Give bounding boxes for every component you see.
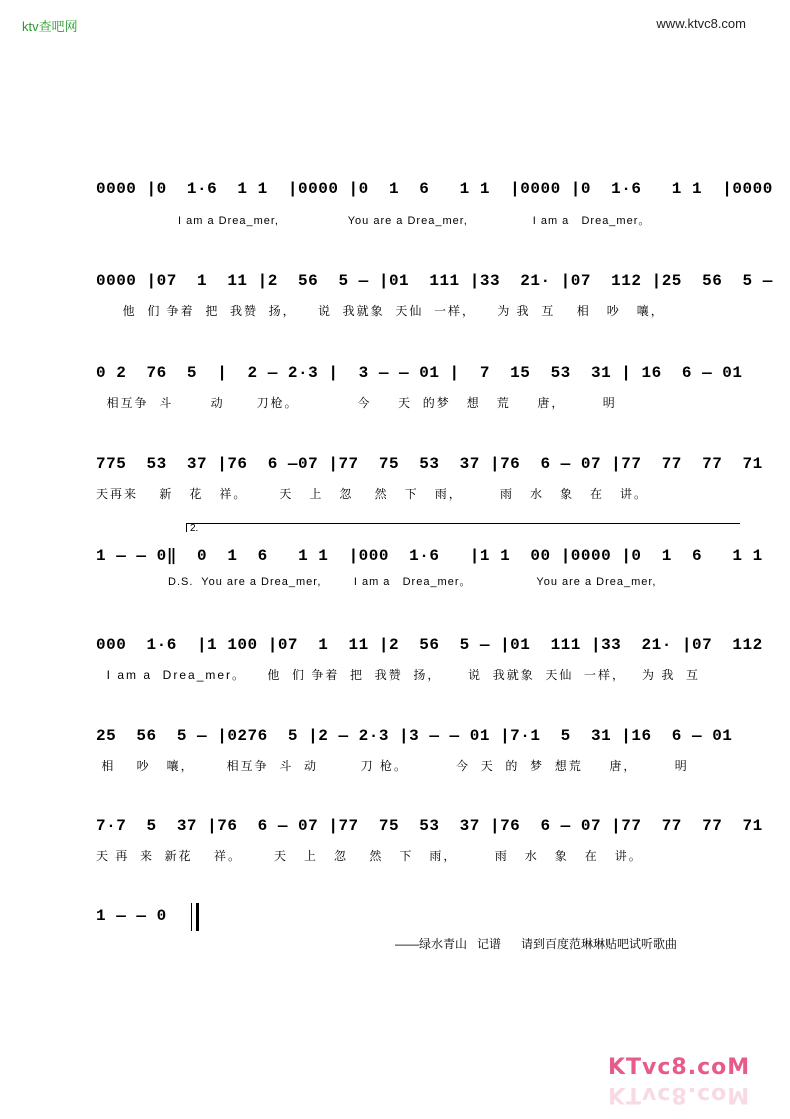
ktvc8-logo-reflection: KTvc8.coM xyxy=(608,1082,751,1107)
lyrics-line-3: 相互争 斗 动 刀枪。 今 天 的梦 想 荒 唐， 明 xyxy=(96,396,617,410)
ktvc8-logo: KTvc8.coM xyxy=(608,1055,751,1080)
lyrics-line-7: 相 吵 嚷， 相互争 斗 动 刀 枪。 今 天 的 梦 想荒 唐， 明 xyxy=(96,759,689,773)
notation-line-6: 000 1·6 |1 100 |07 1 11 |2 56 5 — |01 111 |33 21· |07 112 xyxy=(96,636,763,654)
staff-row-2 xyxy=(96,272,773,332)
notation-line-9: 1 — — 0 xyxy=(96,907,167,925)
notation-line-5: 1 — — 0‖ 0 1 6 1 1 |000 1·6 |1 1 00 |0000 |0 1 6 1 1 xyxy=(96,547,763,565)
notation-line-2: 0000 |07 1 11 |2 56 5 — |01 111 |33 21· |07 112 |25 56 5 — xyxy=(96,272,773,290)
notation-line-3: 0 2 76 5 | 2 — 2·3 | 3 — — 01 | 7 15 53 31 | 16 6 — 01 xyxy=(96,364,743,382)
staff-row-7 xyxy=(96,727,736,787)
final-barline-thin xyxy=(191,903,192,931)
notation-line-8: 7·7 5 37 |76 6 — 07 |77 75 53 37 |76 6 — 07 |77 77 77 71 xyxy=(96,817,763,835)
staff-row-8 xyxy=(96,817,763,877)
site-url-right[interactable]: www.ktvc8.com xyxy=(656,16,746,31)
notation-line-4: 775 53 37 |76 6 —07 |77 75 53 37 |76 6 — 07 |77 77 77 71 xyxy=(96,455,763,473)
lyrics-line-8: 天 再 来 新花 祥。 天 上 忽 然 下 雨， 雨 水 象 在 讲。 xyxy=(96,849,643,863)
staff-row-6 xyxy=(96,636,763,696)
site-name-left[interactable]: ktv查吧网 xyxy=(22,19,78,34)
lyrics-line-1: I am a Drea_mer, You are a Drea_mer, I am a Drea_mer。 xyxy=(178,215,651,227)
staff-row-3 xyxy=(96,364,743,424)
staff-row-4 xyxy=(96,455,763,515)
staff-row-9 xyxy=(96,907,736,937)
notation-line-1: 0000 |0 1·6 1 1 |0000 |0 1 6 1 1 |0000 |0 1·6 1 1 |0000 xyxy=(96,180,773,198)
volta-bracket xyxy=(186,523,740,532)
notation-line-7: 25 56 5 — |0276 5 |2 — 2·3 |3 — — 01 |7·1 5 31 |16 6 — 01 xyxy=(96,727,733,745)
staff-row-1 xyxy=(96,180,773,240)
final-barline-thick xyxy=(196,903,199,931)
transcriber-credit: ——绿水青山 记谱 请到百度范琳琳贴吧试听歌曲 xyxy=(395,937,678,951)
lyrics-line-6: I am a Drea_mer。 他 们 争着 把 我赞 扬， 说 我就象 天仙 一样， 为 我 互 xyxy=(96,668,701,682)
lyrics-line-5: D.S. You are a Drea_mer, I am a Drea_mer。 You are a Drea_mer, xyxy=(168,576,657,588)
lyrics-line-4: 天再来 新 花 祥。 天 上 忽 然 下 雨， 雨 水 象 在 讲。 xyxy=(96,487,649,501)
lyrics-line-2: 他 们 争着 把 我赞 扬， 说 我就象 天仙 一样， 为 我 互 相 吵 嚷， xyxy=(96,304,665,318)
staff-row-5 xyxy=(96,545,763,605)
volta-number: 2. xyxy=(190,523,199,534)
